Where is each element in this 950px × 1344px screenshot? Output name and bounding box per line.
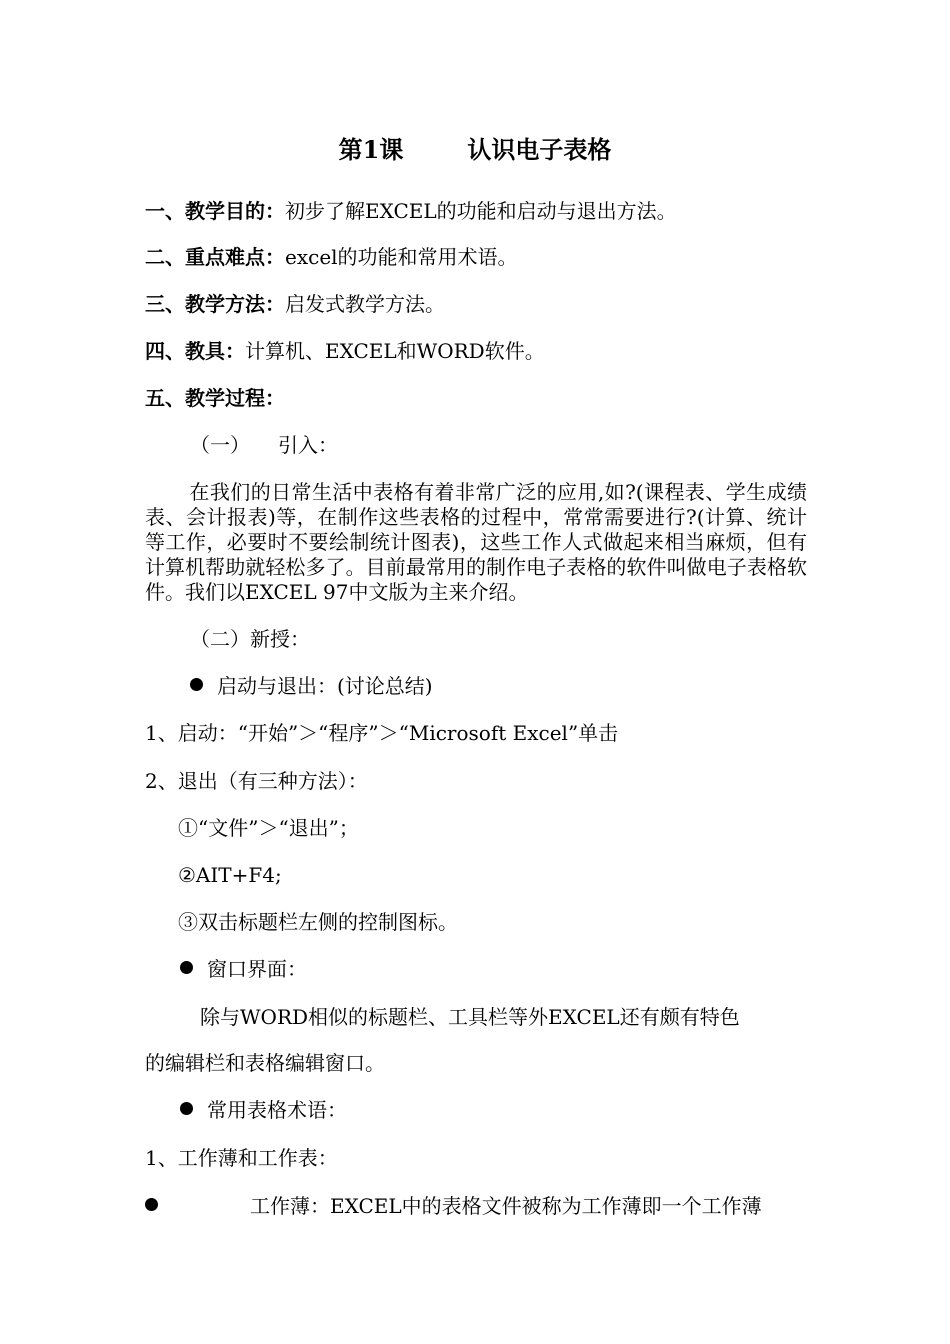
section-label: 三、教学方法： (145, 292, 285, 316)
bullet-text: 启动与退出：(讨论总结) (217, 674, 433, 698)
exit-method-3: ③双击标题栏左侧的控制图标。 (178, 910, 458, 934)
section-text: 初步了解EXCEL的功能和启动与退出方法。 (285, 199, 677, 223)
lesson-name: 认识电子表格 (467, 135, 612, 164)
intro-paragraph (145, 480, 807, 605)
intro-heading-number: （一） (190, 433, 250, 457)
exit-method-2: ②AIT+F4; (178, 863, 282, 887)
term-workbook-heading: 1、工作薄和工作表： (145, 1146, 338, 1170)
section-label: 一、教学目的： (145, 199, 285, 223)
section-process (145, 386, 285, 410)
bullet-icon (190, 678, 203, 691)
window-desc-line-2: 的编辑栏和表格编辑窗口。 (145, 1051, 385, 1075)
section-text: excel的功能和常用术语。 (285, 245, 518, 269)
bullet-window (180, 957, 307, 981)
term-workbook-bullet (145, 1194, 762, 1218)
bullet-text: 窗口界面： (207, 957, 307, 981)
intro-heading-text: 引入： (278, 433, 338, 457)
intro-paragraph-text: 在我们的日常生活中表格有着非常广泛的应用,如?(课程表、学生成绩表、会计报表)等，在制作这些表格的过程中，常常需要进行?(计算、统计等工作，必要时不要绘制统计图表)，这些工作人式做起来相当麻烦，但有计算机帮助就轻松多了。目前最常用的制作电子表格的软件叫做电子表格软件。我们以EXCEL 97中文版为主来介绍。 (145, 480, 807, 604)
section-label: 四、教具： (145, 339, 245, 363)
window-desc-line-1: 除与WORD相似的标题栏、工具栏等外EXCEL还有颇有特色 (200, 1005, 740, 1029)
section-tools (145, 339, 545, 363)
section-text: 计算机、EXCEL和WORD软件。 (245, 339, 545, 363)
new-lesson-heading: （二）新授： (190, 627, 310, 651)
section-method (145, 292, 445, 316)
section-objective (145, 199, 677, 223)
page-title (0, 136, 950, 164)
bullet-text: 工作薄：EXCEL中的表格文件被称为工作薄即一个工作薄 (250, 1194, 762, 1218)
exit-method-1: ①“文件”＞“退出”； (178, 816, 359, 840)
bullet-icon (145, 1198, 158, 1211)
bullet-terms (180, 1098, 347, 1122)
bullet-icon (180, 961, 193, 974)
lesson-number: 第1课 (338, 135, 404, 164)
bullet-start-exit (190, 674, 433, 698)
intro-heading (190, 433, 338, 457)
bullet-icon (180, 1102, 193, 1115)
section-label: 五、教学过程： (145, 386, 285, 410)
step-start: 1、启动：“开始”＞“程序”＞“Microsoft Excel”单击 (145, 721, 619, 745)
section-key-points (145, 245, 518, 269)
section-text: 启发式教学方法。 (285, 292, 445, 316)
section-label: 二、重点难点： (145, 245, 285, 269)
bullet-text: 常用表格术语： (207, 1098, 347, 1122)
step-exit: 2、退出（有三种方法）： (145, 769, 368, 793)
